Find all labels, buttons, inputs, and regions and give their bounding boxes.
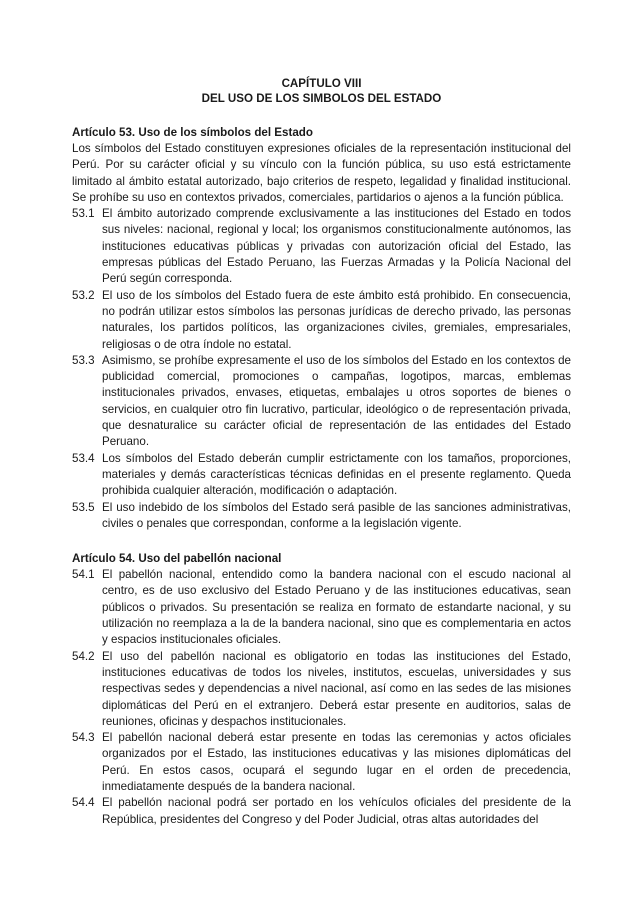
item-number: 54.4 bbox=[72, 796, 95, 810]
list-item bbox=[72, 795, 571, 828]
item-number: 54.2 bbox=[72, 649, 95, 663]
item-text: Los símbolos del Estado deberán cumplir estrictamente con los tamaños, proporciones, materiales y demás características técnicas definidas en el presente reglamento. Queda prohibida cualquier alteración, modificación o adaptación. bbox=[102, 451, 571, 498]
list-item bbox=[72, 730, 571, 795]
list-item bbox=[72, 451, 571, 500]
item-text: Asimismo, se prohíbe expresamente el uso de los símbolos del Estado en los contextos de publicidad comercial, promociones o campañas, logotipos, marcas, emblemas institucionales privados, envases, etiquetas, embalajes u otros soportes de bienes o servicios, en cualquier otro fin lucrativo, particular, ideológico o de representación privada, que desnaturalice su carácter oficial de representación de las entidades del Estado Peruano. bbox=[102, 353, 571, 449]
chapter-number: CAPÍTULO VIII bbox=[281, 77, 362, 90]
item-number: 53.3 bbox=[72, 353, 95, 367]
list-item bbox=[72, 567, 571, 648]
item-number: 53.4 bbox=[72, 451, 95, 465]
item-text: El uso de los símbolos del Estado fuera de este ámbito está prohibido. En consecuencia, no podrán utilizar estos símbolos las personas jurídicas de derecho privado, las personas naturales, los partidos políticos, las organizaciones civiles, gremiales, empresariales, religiosas o de otra índole no estatal. bbox=[102, 288, 571, 351]
article-53-intro: Los símbolos del Estado constituyen expresiones oficiales de la representación institucional del Perú. Por su carácter oficial y su vínculo con la función pública, su uso está estrictamente limitado al ámbito estatal autorizado, bajo criterios de respeto, legalidad y finalidad institucional. Se prohíbe su uso en contextos privados, comerciales, partidarios o ajenos a la función pública. bbox=[72, 142, 571, 204]
item-number: 53.2 bbox=[72, 288, 95, 302]
item-text: El pabellón nacional, entendido como la bandera nacional con el escudo nacional al centro, es de uso exclusivo del Estado Peruano y de las instituciones educativas, sean públicos o privados. Su presentación se realiza en formato de estandarte nacional, y su utilización no reemplaza a la de la bandera nacional, sino que es complementaria en actos y espacios institucionales oficiales. bbox=[102, 568, 571, 647]
document-page bbox=[72, 76, 571, 828]
list-item bbox=[72, 649, 571, 730]
item-text: El ámbito autorizado comprende exclusivamente a las instituciones del Estado en todos sus niveles: nacional, regional y local; los organismos constitucionalmente autónomos, las instituciones educativas públicas y privadas con autorización oficial del Estado, las empresas públicas del Estado Peruano, las Fuerzas Armadas y la Policía Nacional del Perú según corresponda. bbox=[102, 207, 571, 286]
item-text: El uso del pabellón nacional es obligatorio en todas las instituciones del Estado, instituciones educativas de todos los niveles, institutos, escuelas, universidades y sus respectivas sedes y dependencias a nivel nacional, así como en las sedes de las misiones diplomáticas del Perú en el extranjero. Deberá estar presente en auditorios, salas de reuniones, oficinas y despachos institucionales. bbox=[102, 649, 571, 728]
item-text: El pabellón nacional deberá estar presente en todas las ceremonias y actos oficiales organizados por el Estado, las instituciones educativas y las misiones diplomáticas del Perú. En estos casos, ocupará el segundo lugar en el orden de precedencia, inmediatamente después de la bandera nacional. bbox=[102, 731, 571, 793]
list-item bbox=[72, 206, 571, 287]
item-number: 54.3 bbox=[72, 731, 95, 745]
item-number: 53.5 bbox=[72, 500, 95, 514]
list-item bbox=[72, 353, 571, 451]
item-text: El pabellón nacional podrá ser portado en los vehículos oficiales del presidente de la República, presidentes del Congreso y del Poder Judicial, otras altas autoridades del bbox=[102, 796, 571, 826]
list-item bbox=[72, 500, 571, 533]
item-text: El uso indebido de los símbolos del Estado será pasible de las sanciones administrativas, civiles o penales que correspondan, conforme a la legislación vigente. bbox=[102, 500, 571, 530]
article-54-title: Artículo 54. Uso del pabellón nacional bbox=[72, 552, 282, 566]
chapter-title: DEL USO DE LOS SIMBOLOS DEL ESTADO bbox=[201, 92, 442, 105]
article-53-title: Artículo 53. Uso de los símbolos del Estado bbox=[72, 126, 313, 139]
list-item bbox=[72, 288, 571, 353]
item-number: 53.1 bbox=[72, 207, 95, 221]
item-number: 54.1 bbox=[72, 568, 95, 582]
